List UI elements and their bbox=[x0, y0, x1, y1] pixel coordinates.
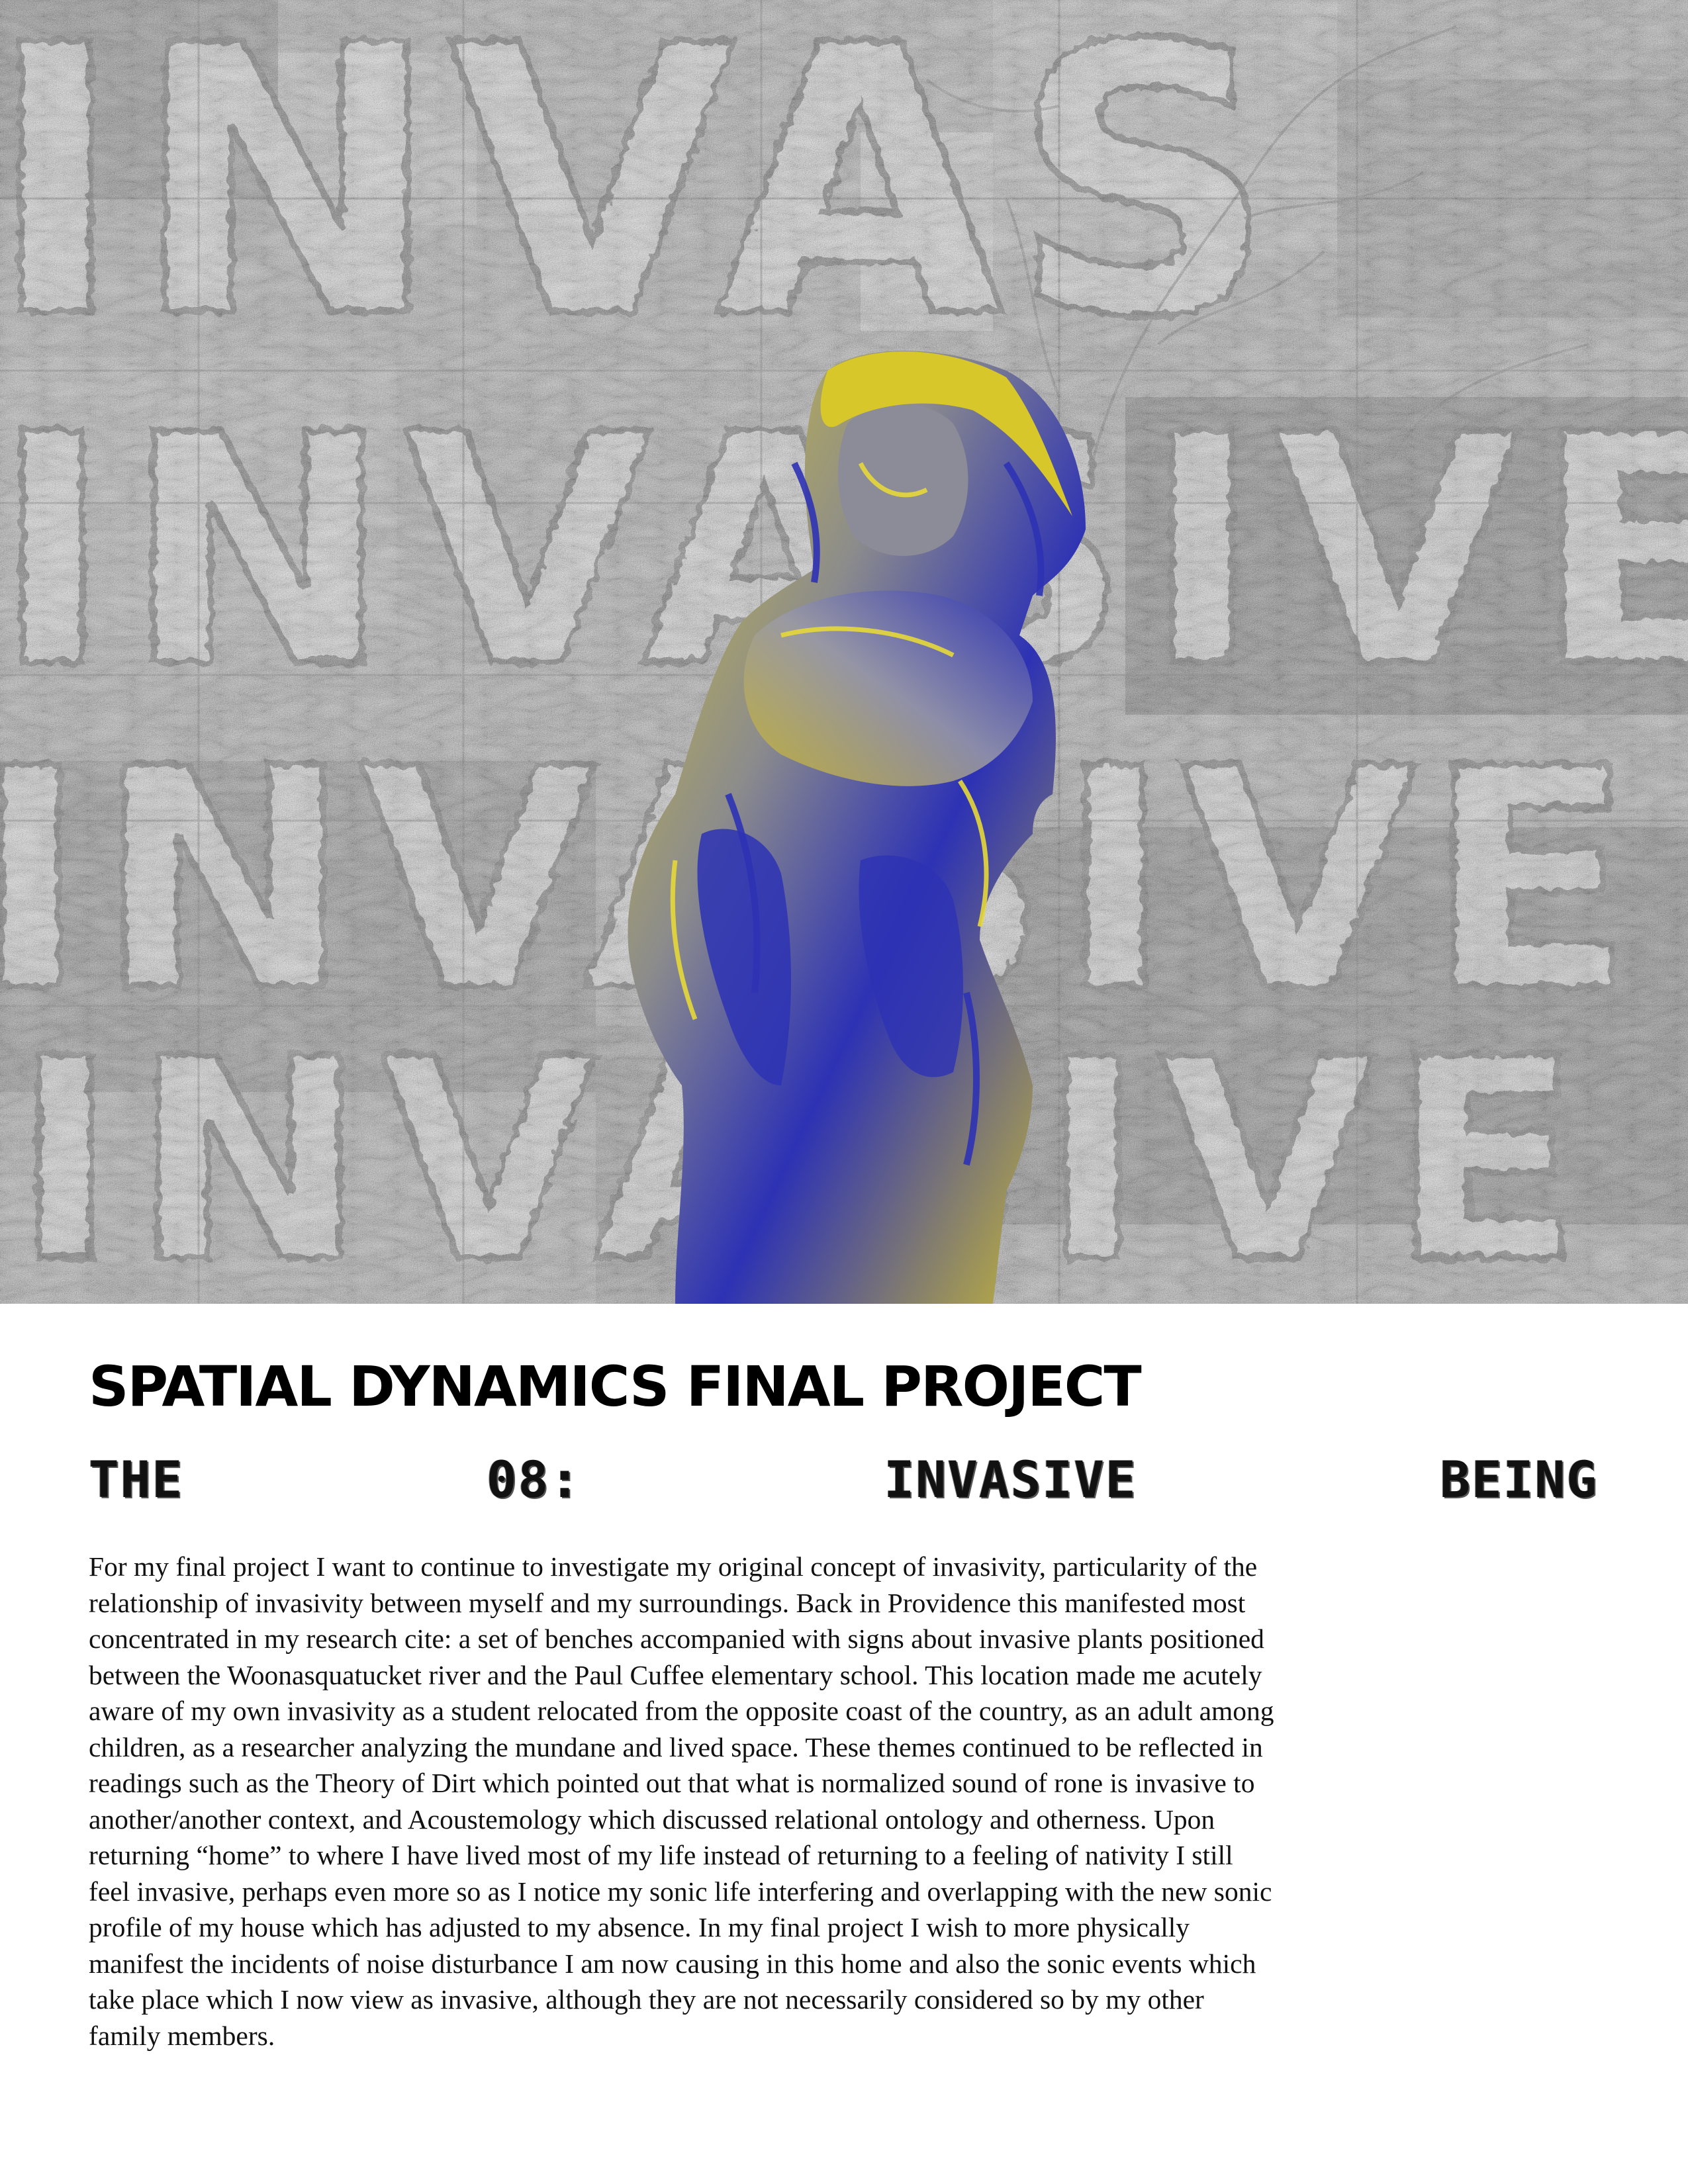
subtitle-word-08: 08: bbox=[486, 1449, 582, 1509]
subtitle bbox=[89, 1443, 1598, 1516]
page-title: SPATIAL DYNAMICS FINAL PROJECT bbox=[89, 1354, 1141, 1419]
body-paragraph: For my final project I want to continue to investigate my original concept of invasivity, particularity of the relationship of invasivity between myself and my surroundings. Back in Providence this manifested most concentrated in my research cite: a set of benches accompanied with signs about invasive plants positioned between the Woonasquatucket river and the Paul Cuffee elementary school. This location made me acutely aware of my own invasivity as a student relocated from the opposite coast of the country, as an adult among children, as a researcher analyzing the mundane and lived space. These themes continued to be reflected in readings such as the Theory of Dirt which pointed out that what is normalized sound of rone is invasive to another/another context, and Acoustemology which discussed relational ontology and otherness. Upon returning “home” to where I have lived most of my life instead of returning to a feeling of nativity I still feel invasive, perhaps even more so as I notice my sonic life interfering and overlapping with the new sonic profile of my house which has adjusted to my absence. In my final project I wish to more physically manifest the incidents of noise disturbance I am now causing in this home and also the sonic events which take place which I now view as invasive, although they are not necessarily considered so by my other family members. bbox=[89, 1551, 1274, 2051]
subtitle-word-being: BEING bbox=[1440, 1449, 1598, 1509]
subtitle-word-invasive: INVASIVE bbox=[884, 1449, 1137, 1509]
subtitle-word-the: THE bbox=[89, 1449, 184, 1509]
